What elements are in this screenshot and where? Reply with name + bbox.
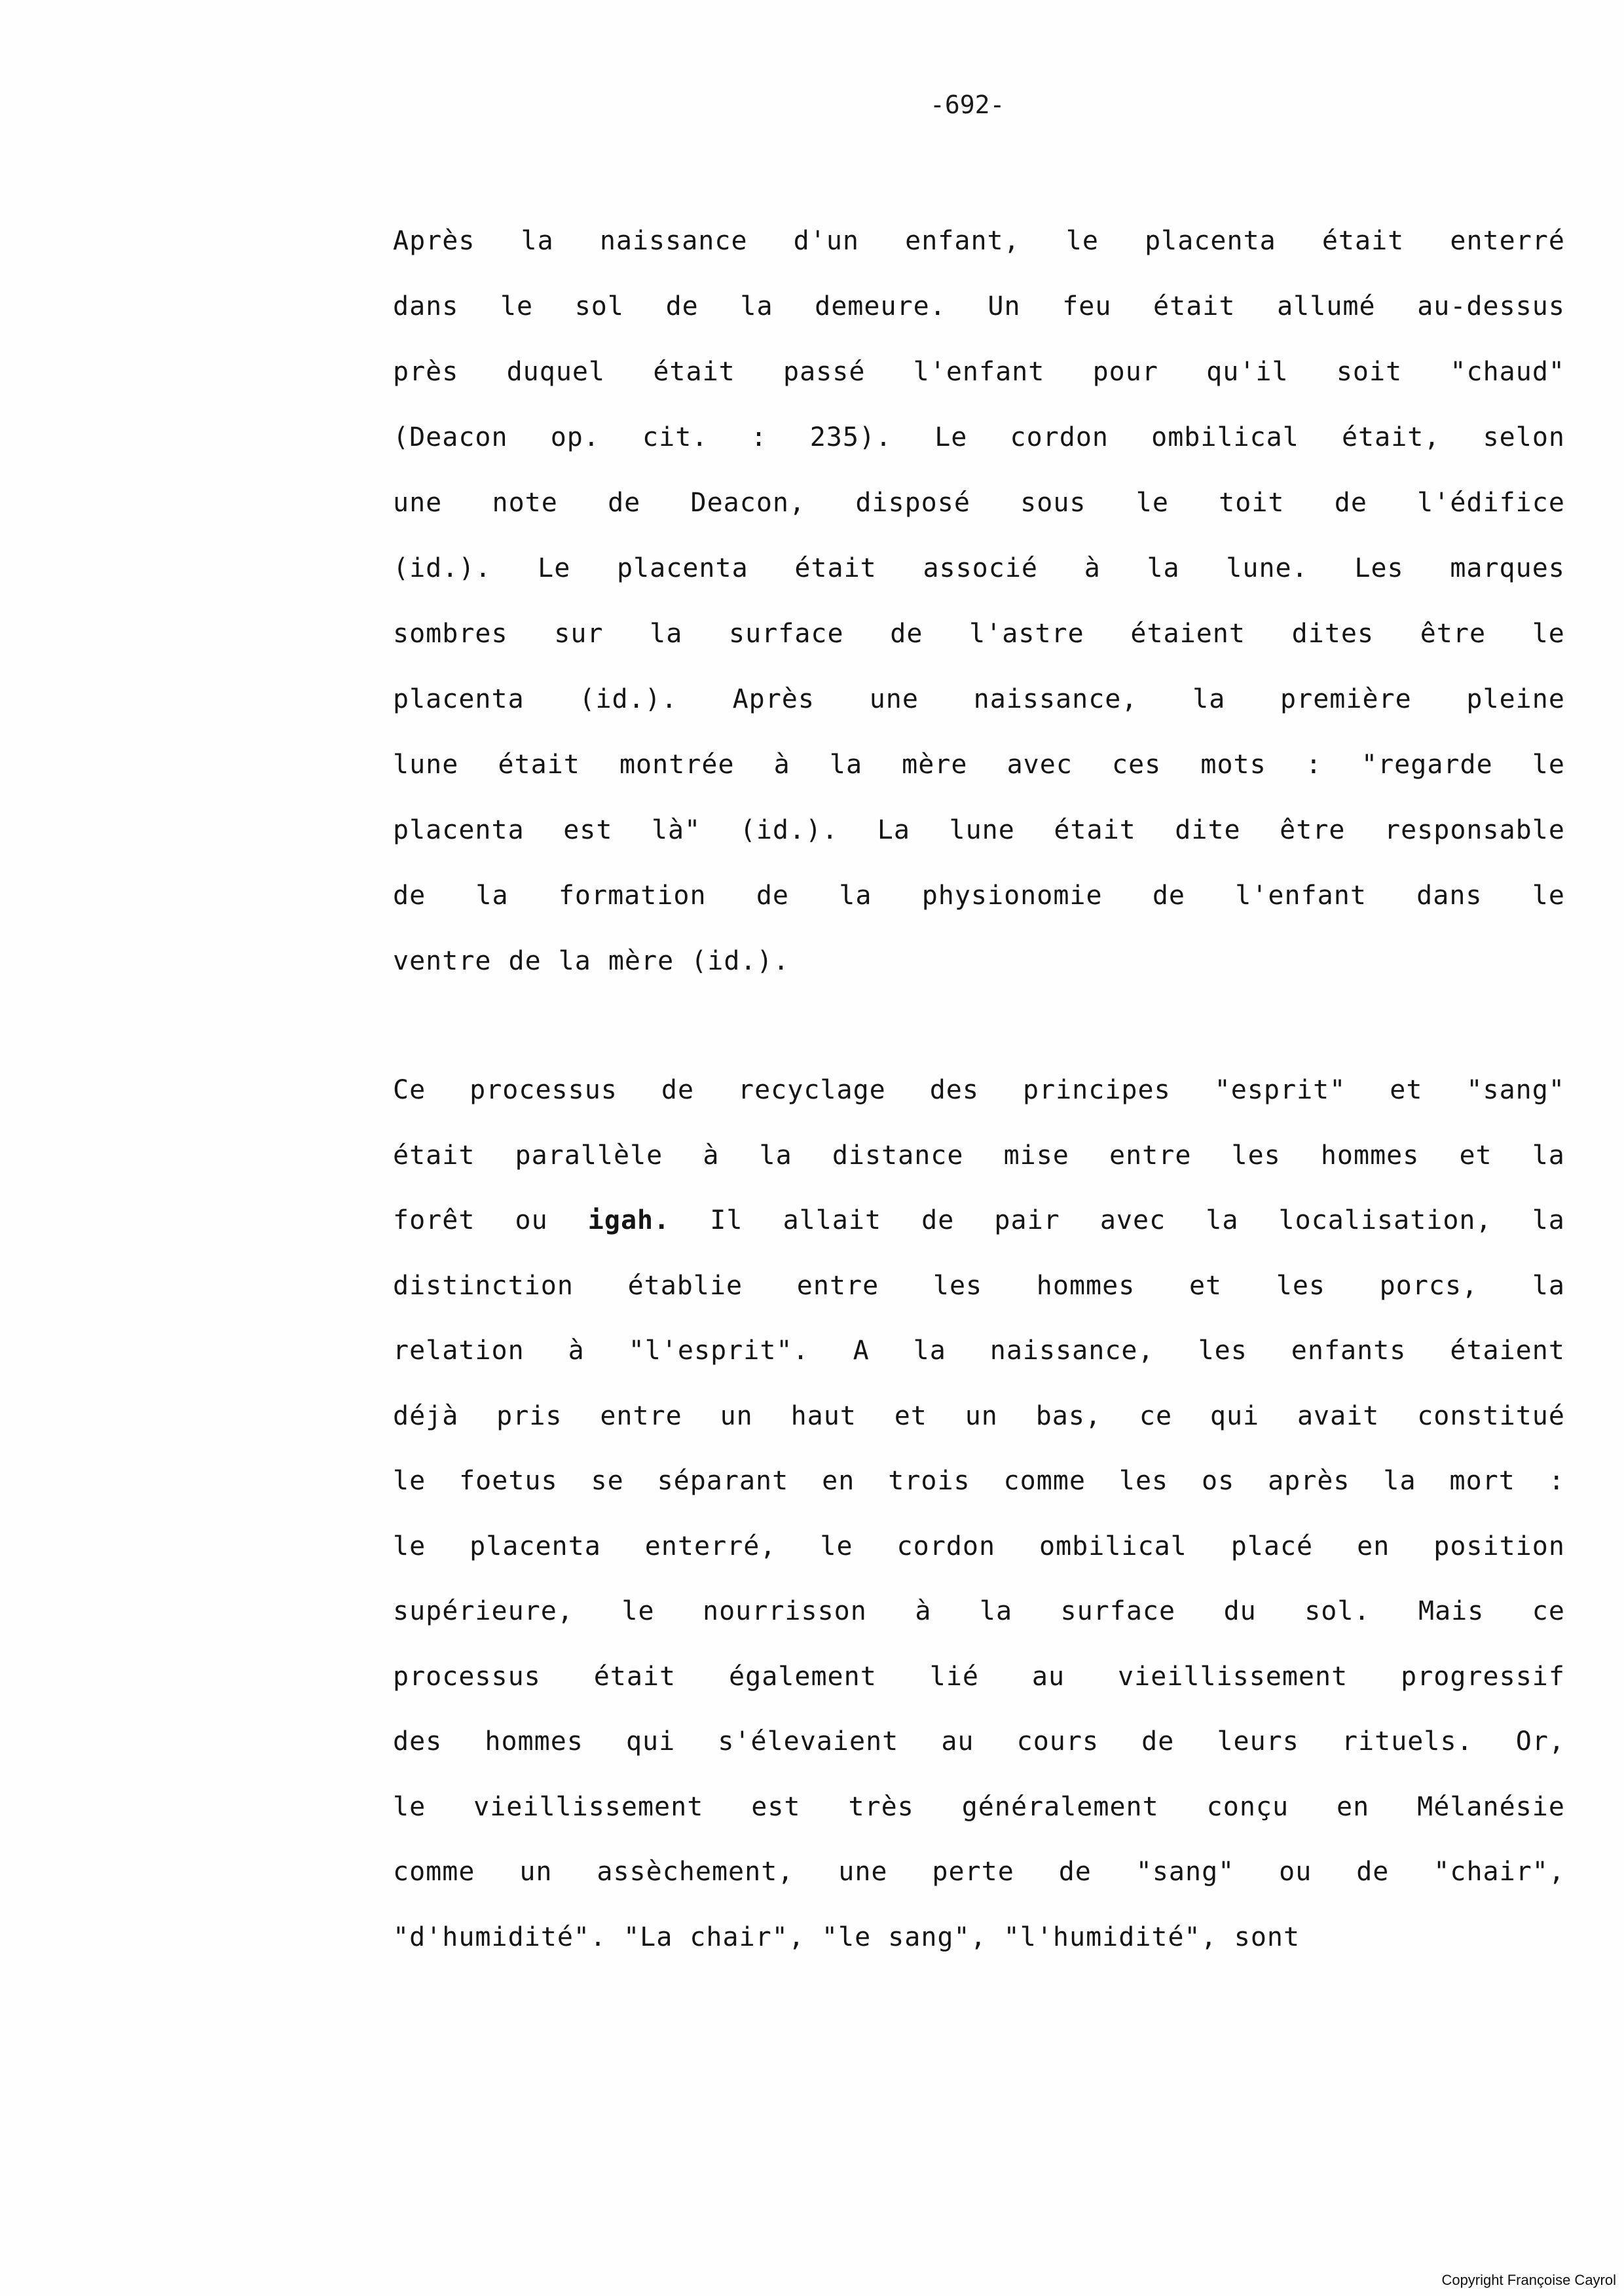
text-line: placenta est là" (id.). La lune était dite être responsable bbox=[393, 815, 1565, 845]
text-line: de la formation de la physionomie de l'enfant dans le bbox=[393, 881, 1565, 911]
text-line: dans le sol de la demeure. Un feu était allumé au-dessus bbox=[393, 291, 1565, 321]
text-line: près duquel était passé l'enfant pour qu'il soit "chaud" bbox=[393, 357, 1565, 387]
text-line: une note de Deacon, disposé sous le toit de l'édifice bbox=[393, 488, 1565, 518]
text-line: distinction établie entre les hommes et les porcs, la bbox=[393, 1270, 1565, 1301]
text-line: le foetus se séparant en trois comme les os après la mort : bbox=[393, 1466, 1565, 1496]
text-line: (Deacon op. cit. : 235). Le cordon ombilical était, selon bbox=[393, 422, 1565, 452]
text-line: sombres sur la surface de l'astre étaient dites être le bbox=[393, 619, 1565, 649]
text-line: comme un assèchement, une perte de "sang" ou de "chair", bbox=[393, 1857, 1565, 1887]
text-line: le placenta enterré, le cordon ombilical placé en position bbox=[393, 1531, 1565, 1561]
text-line: Ce processus de recyclage des principes "esprit" et "sang" bbox=[393, 1075, 1565, 1105]
text-line: déjà pris entre un haut et un bas, ce qui avait constitué bbox=[393, 1400, 1565, 1431]
text-line: lune était montrée à la mère avec ces mots : "regarde le bbox=[393, 750, 1565, 780]
text-line: était parallèle à la distance mise entre les hommes et la bbox=[393, 1140, 1565, 1171]
text-line: le vieillissement est très généralement conçu en Mélanésie bbox=[393, 1791, 1565, 1822]
text-line: des hommes qui s'élevaient au cours de leurs rituels. Or, bbox=[393, 1726, 1565, 1757]
page-number: -692- bbox=[930, 90, 1005, 119]
text-line: (id.). Le placenta était associé à la lune. Les marques bbox=[393, 553, 1565, 583]
text-line: forêt ou igah. Il allait de pair avec la localisation, la bbox=[393, 1205, 1565, 1235]
text-line: Après la naissance d'un enfant, le placenta était enterré bbox=[393, 226, 1565, 256]
copyright-notice: Copyright Françoise Cayrol bbox=[1441, 2272, 1616, 2288]
text-line: processus était également lié au vieillissement progressif bbox=[393, 1661, 1565, 1692]
text-line: relation à "l'esprit". A la naissance, les enfants étaient bbox=[393, 1336, 1565, 1366]
text-line: placenta (id.). Après une naissance, la première pleine bbox=[393, 684, 1565, 714]
text-line: "d'humidité". "La chair", "le sang", "l'humidité", sont bbox=[393, 1922, 1301, 1952]
text-line: supérieure, le nourrisson à la surface du sol. Mais ce bbox=[393, 1596, 1565, 1626]
text-line: ventre de la mère (id.). bbox=[393, 946, 790, 976]
